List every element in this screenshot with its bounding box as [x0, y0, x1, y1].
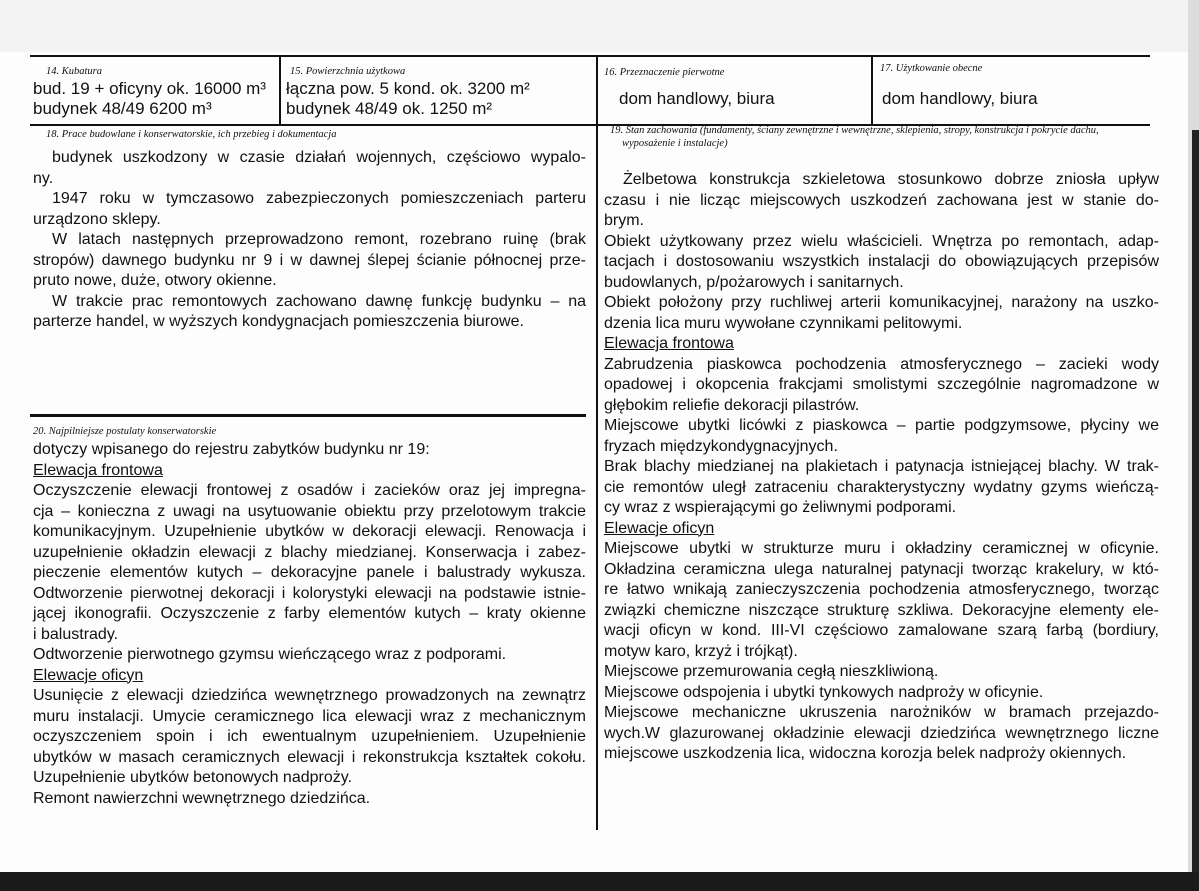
field-18-text [33, 148, 586, 333]
field-14-label: 14. Kubatura [46, 66, 103, 77]
field-17-label: 17. Użytkowanie obecne [880, 63, 983, 74]
text-line: Brak blachy miedzianej na plakietach i patynacja istniejącej blachy. W trak- [604, 458, 1159, 475]
scan-margin-top [0, 0, 1199, 52]
field-19-label: 19. Stan zachowania (fundamenty, ściany zewnętrzne i wewnętrzne, sklepienia, stropy, konstrukcja i pokrycie dachu, [610, 125, 1099, 136]
text-line: opadowej i okopcenia frakcjami smolistymi szczególnie nagromadzone w [604, 376, 1159, 393]
text-line: Oczyszczenie elewacji frontowej z osadów i zacieków oraz jej impregna- [33, 482, 586, 499]
field-19-text [604, 170, 1159, 765]
field-15-label: 15. Powierzchnia użytkowa [290, 66, 406, 77]
text-line: cja – konieczna z uwagi na usytuowanie obiektu przy przelotowym trakcie [33, 502, 586, 520]
text-line: uzupełnienie okładzin elewacji z blachy miedzianej. Konserwacja i zabez- [33, 543, 586, 561]
text-line: dotyczy wpisanego do rejestru zabytków budynku nr 19: [33, 441, 430, 458]
text-line: budynek uszkodzony w czasie działań wojennych, częściowo wypalo- [52, 149, 586, 166]
field-15-line: budynek 48/49 ok. 1250 m² [286, 99, 493, 118]
text-line: W trakcie prac remontowych zachowano dawnę funkcję budynku – na [52, 292, 586, 310]
text-line: cie remontów uległ zatraceniu charakterystyczny wydatny gzyms wieńczą- [604, 478, 1159, 496]
field-14-line: budynek 48/49 6200 m³ [33, 99, 212, 118]
rule-section-20 [30, 414, 586, 417]
text-line: oczyszczeniem spoin i ich ewentualnym uzupełnieniem. Uzupełnienie [33, 728, 586, 745]
text-line: urządzono sklepy. [33, 210, 161, 228]
text-line: brym. [604, 212, 644, 229]
field-15-value [286, 79, 530, 119]
text-line: Zabrudzenia piaskowca pochodzenia atmosferycznego – zacieki wody [604, 355, 1159, 373]
field-14-value [33, 79, 266, 119]
text-line: wacji oficyn w kond. III-VI częściowo zamalowane szarą farbą (bordiury, [604, 622, 1159, 639]
text-line: Uzupełnienie ubytków betonowych nadproży. [33, 769, 353, 786]
divider-16-17 [871, 55, 873, 125]
text-line: Obiekt położony przy ruchliwej arterii komunikacyjnej, narażony na uszko- [604, 294, 1159, 311]
text-line: stropów) dawnego budynku nr 9 i w dawnej ślepej ścianie północnej prze- [33, 251, 586, 269]
text-line: 1947 roku w tymczasowo zabezpieczonych pomieszczeniach parteru [52, 190, 586, 207]
text-line: tacjach i dostosowaniu wszystkich instalacji do obowiązujących przepisów [604, 253, 1159, 270]
field-14-line: bud. 19 + oficyny ok. 16000 m³ [33, 79, 266, 98]
text-line: jącej ikonografii. Oczyszczenie z farby elementów kutych – kraty okienne [33, 605, 586, 622]
text-line: ubytków w masach ceramicznych elewacji i rekonstrukcja kształtek cokołu. [33, 748, 586, 766]
section-heading: Elewacje oficyn [33, 666, 144, 684]
field-19-label-cont: wyposażenie i instalacje) [622, 138, 728, 149]
text-line: Odtworzenie pierwotnej dekoracji i kolorystyki elewacji na podstawie istnie- [33, 584, 586, 602]
text-line: fryzach międzykondygnacyjnych. [604, 437, 838, 455]
text-line: miejscowe uszkodzenia lica, widoczna korozja belek nadproży okiennych. [604, 745, 1127, 762]
field-15-line: łączna pow. 5 kond. ok. 3200 m² [286, 79, 530, 98]
scan-margin-bottom [0, 872, 1199, 891]
text-line: komunikacyjnym. Uzupełnienie ubytków w dekoracji elewacji. Renowacja i [33, 523, 586, 540]
text-line: Obiekt użytkowany przez wielu właścicieli. Wnętrza po remontach, adap- [604, 232, 1159, 250]
text-line: Miejscowe ubytki w strukturze muru i okładziny ceramicznej w oficynie. [604, 540, 1159, 557]
field-17-value: dom handlowy, biura [882, 89, 1038, 108]
section-heading: Elewacje oficyn [604, 519, 715, 537]
text-line: Miejscowe mechaniczne ukruszenia narożników w bramach przejazdo- [604, 704, 1159, 721]
text-line: Miejscowe przemurowania cegłą nieszkliwioną. [604, 663, 939, 680]
text-line: Miejscowe odspojenia i ubytki tynkowych nadproży w oficynie. [604, 683, 1044, 701]
field-16-label: 16. Przeznaczenie pierwotne [604, 67, 725, 78]
text-line: cy wraz z wspierającymi go żeliwnymi podporami. [604, 499, 957, 516]
field-16-value: dom handlowy, biura [619, 89, 775, 108]
text-line: Żelbetowa konstrukcja szkieletowa stosunkowo dobrze zniosła upływ [623, 171, 1159, 188]
text-line: budowlanych, p/pożarowych i sanitarnych. [604, 273, 904, 291]
section-heading: Elewacja frontowa [33, 461, 163, 479]
text-line: muru instalacji. Umycie ceramicznego lica elewacji wraz z mechanicznym [33, 707, 586, 725]
text-line: związki chemiczne niszczące strukturę szkliwa. Dekoracyjne elementy ele- [604, 601, 1159, 619]
text-line: ny. [33, 169, 54, 187]
text-line: pruto nowe, duże, otwory okienne. [33, 272, 277, 289]
scan-edge-right [1192, 130, 1199, 872]
text-line: pieczenie elementów kutych – dekoracyjne panele i balustrady wykusza. [33, 564, 586, 581]
divider-main [596, 55, 598, 830]
text-line: Usunięcie z elewacji dziedzińca wewnętrznego prowadzonych na zewnątrz [33, 687, 586, 704]
text-line: parterze handel, w wyższych kondygnacjach pomieszczenia biurowe. [33, 313, 524, 330]
field-20-text [33, 440, 586, 809]
text-line: Remont nawierzchni wewnętrznego dziedzińca. [33, 789, 371, 807]
text-line: głębokim reliefie dekoracji pilastrów. [604, 396, 860, 414]
text-line: dzenia lica muru wywołane czynnikami pelitowymi. [604, 314, 963, 332]
text-line: Odtworzenie pierwotnego gzymsu wieńczącego wraz z podporami. [33, 646, 507, 663]
text-line: wych.W glazurowanej okładzinie elewacji dziedzińca wewnętrznego liczne [604, 724, 1159, 742]
text-line: czasu i nie licząc miejscowych uszkodzeń zachowana jest w stanie do- [604, 191, 1159, 209]
text-line: W latach następnych przeprowadzono remont, rozebrano ruinę (brak [52, 231, 586, 248]
divider-14-15 [279, 55, 281, 125]
text-line: motyw karo, krzyż i trójkąt). [604, 642, 798, 660]
field-18-label: 18. Prace budowlane i konserwatorskie, ich przebieg i dokumentacja [46, 129, 337, 140]
field-20-label: 20. Najpilniejsze postulaty konserwatorskie [33, 426, 217, 437]
rule-top [30, 55, 1150, 57]
text-line: i balustrady. [33, 625, 119, 643]
text-line: Okładzina ceramiczna ulega naturalnej patynacji tworząc krakelury, w któ- [604, 560, 1159, 578]
text-line: Miejscowe ubytki licówki z piaskowca – partie podgzymsowe, płyciny we [604, 417, 1159, 434]
section-heading: Elewacja frontowa [604, 335, 734, 352]
text-line: re łatwo wnikają zanieczyszczenia pochodzenia atmosferycznego, tworząc [604, 581, 1159, 598]
